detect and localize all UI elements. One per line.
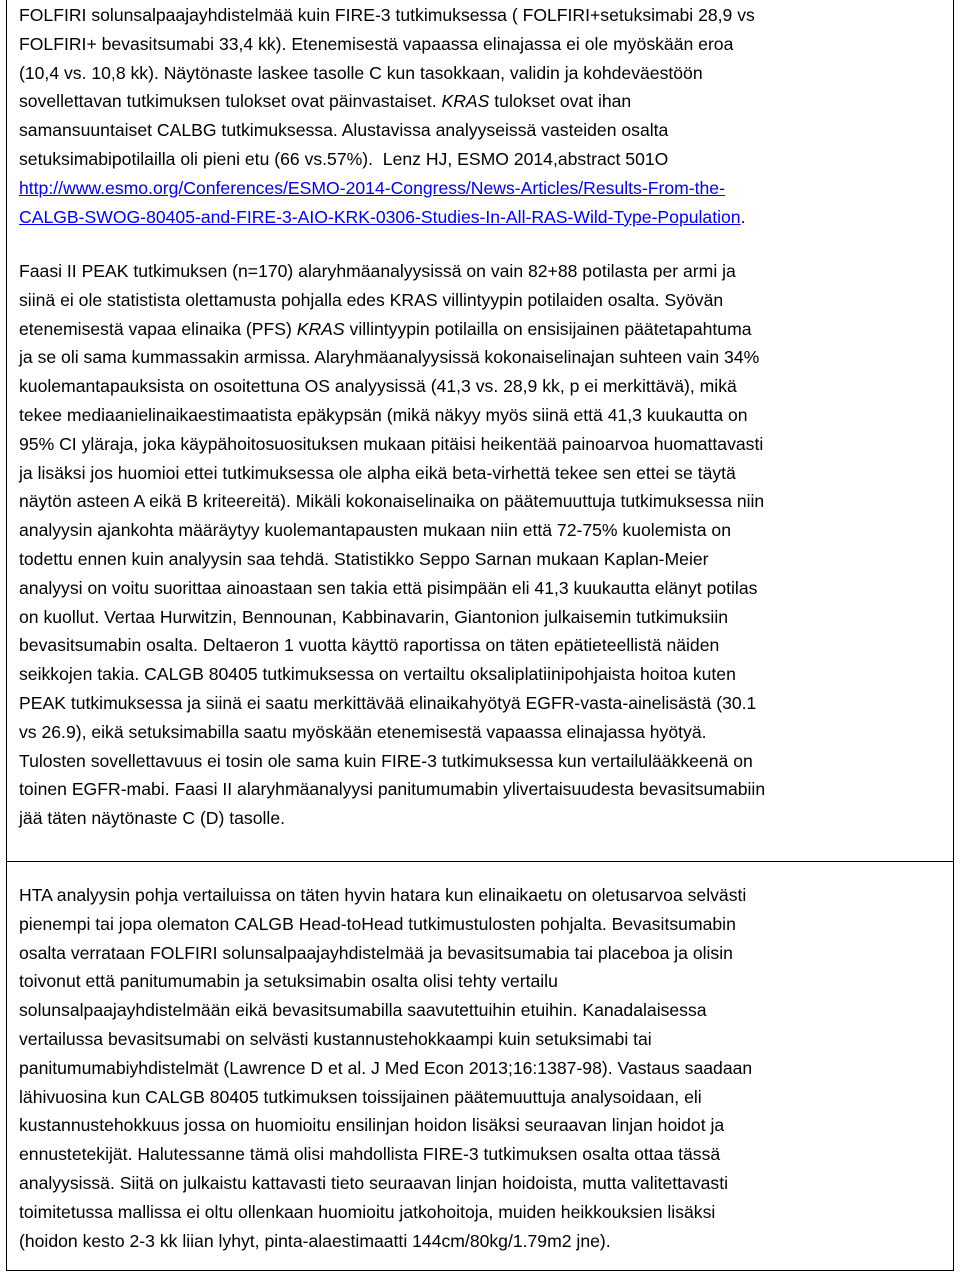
text-line: pienempi tai jopa olematon CALGB Head-toHead tutkimustulosten pohjalta. Bevasitsumabin [19,913,736,934]
text-line: vs 26.9), eikä setuksimabilla saatu myöskään etenemisestä vapaassa elinajassa hyötyä. [19,721,707,742]
paragraph-fire3-results [19,1,949,231]
text-line: toivonut että panitumumabin ja setuksimabin osalta olisi tehty vertailu [19,971,558,992]
text-line: setuksimabipotilailla oli pieni etu (66 vs.57%). Lenz HJ, ESMO 2014,abstract 501O [19,148,669,169]
text-line: on kuollut. Vertaa Hurwitzin, Bennounan, Kabbinavarin, Giantonion julkaisemin tutkimuksiin [19,606,729,627]
text-line: ennustetekijät. Halutessanne tämä olisi mahdollista FIRE-3 tutkimuksen osalta ottaa tässä [19,1144,721,1165]
text-line: 95% CI yläraja, joka käypähoitosuosituksen mukaan pitäisi heikentää painoarvoa huomattavasti [19,433,764,454]
text-line: tulokset ovat ihan [489,91,632,112]
text-line: . [740,206,746,227]
text-line: PEAK tutkimuksessa ja siinä ei saatu merkittävää elinaikahyötyä EGFR-vasta-ainelisästä (30.1 [19,692,757,713]
esmo-link-line-1[interactable]: http://www.esmo.org/Conferences/ESMO-2014-Congress/News-Articles/Results-From-the- [19,177,725,198]
text-line: FOLFIRI solunsalpaajayhdistelmää kuin FIRE-3 tutkimuksessa ( FOLFIRI+setuksimabi 28,9 vs [19,5,755,25]
text-line: HTA analyysin pohja vertailuissa on täten hyvin hatara kun elinaikaetu on oletusarvoa selvästi [19,885,747,905]
esmo-link-line-2[interactable]: CALGB-SWOG-80405-and-FIRE-3-AIO-KRK-0306-Studies-In-All-RAS-Wild-Type-Population [19,206,741,227]
text-line: kustannustehokkuus jossa on huomioitu ensilinjan hoidon lisäksi seuraavan linjan hoidot ja [19,1115,725,1136]
text-line: Tulosten sovellettavuus ei tosin ole sama kuin FIRE-3 tutkimuksessa kun vertailulääkkeenä on [19,750,753,771]
kras-italic: KRAS [441,91,490,112]
text-line: kuolemantapauksista on osoitettuna OS analyysissä (41,3 vs. 28,9 kk, p ei merkittävä), mikä [19,376,737,397]
text-line: osalta verrataan FOLFIRI solunsalpaajayhdistelmää ja bevasitsumabia tai placeboa ja olisin [19,942,733,963]
text-line: FOLFIRI+ bevasitsumabi 33,4 kk). Etenemisestä vapaassa elinajassa ei ole myöskään eroa [19,33,734,54]
text-line: lähivuosina kun CALGB 80405 tutkimuksen toissijainen päätemuuttuja analysoidaan, eli [19,1086,702,1107]
text-line: todettu ennen kuin analyysin saa tehdä. Statistikko Seppo Sarnan mukaan Kaplan-Meier [19,548,709,569]
text-line: näytön asteen A eikä B kriteereitä). Mikäli kokonaiselinaika on päätemuuttuja tutkimuksessa niin [19,491,765,512]
text-line: solunsalpaajayhdistelmään eikä bevasitsumabilla saavutettuihin etuihin. Kanadalaisessa [19,1000,707,1021]
table-cell-lower [6,862,954,1271]
text-line: jää täten näytönaste C (D) tasolle. [19,808,286,829]
text-line: panitumumabiyhdistelmät (Lawrence D et al. J Med Econ 2013;16:1387-98). Vastaus saadaan [19,1057,753,1078]
text-line: siinä ei ole statistista olettamusta pohjalla edes KRAS villintyypin potilaiden osalta. Syövän [19,289,724,310]
text-line: (hoidon kesto 2-3 kk liian lyhyt, pinta-alaestimaatti 144cm/80kg/1.79m2 jne). [19,1230,611,1251]
text-line: sovellettavan tutkimuksen tulokset ovat päinvastaiset. [19,91,442,112]
kras-italic: KRAS [296,318,345,339]
text-line: tekee mediaanielinaikaestimaatista epäkypsän (mikä näkyy myös siinä että 41,3 kuukautta on [19,404,748,425]
text-line: bevasitsumabin osalta. Deltaeron 1 vuotta käyttö raportissa on täten epätieteellistä näiden [19,635,720,656]
text-line: (10,4 vs. 10,8 kk). Näytönaste laskee tasolle C kun tasokkaan, validin ja kohdeväestöön [19,62,703,83]
text-line: analyysissä. Siitä on julkaistu kattavasti tieto seuraavan linjan hoidoista, mutta valitettavasti [19,1172,729,1193]
paragraph-peak-analysis [19,257,949,833]
paragraph-hta-analysis [19,881,949,1255]
text-line: toimitetussa mallissa ei oltu ollenkaan huomioitu jatkohoitoja, muiden heikkouksien lisäksi [19,1201,716,1222]
text-line: villintyypin potilailla on ensisijainen päätetapahtuma [344,318,752,339]
text-line: ja lisäksi jos huomioi ettei tutkimuksessa ole alpha eikä beta-virhettä tekee sen ettei se täytä [19,462,736,483]
text-line: Faasi II PEAK tutkimuksen (n=170) alaryhmäanalyysissä on vain 82+88 potilasta per armi ja [19,261,736,281]
text-line: etenemisestä vapaa elinaika (PFS) [19,318,297,339]
text-line: vertailussa bevasitsumabi on selvästi kustannustehokkaampi kuin setuksimabi tai [19,1028,652,1049]
text-line: analyysin ajankohta määräytyy kuolemantapausten mukaan niin että 72-75% kuolemista on [19,520,731,541]
table-cell-upper [6,0,954,862]
text-line: toinen EGFR-mabi. Faasi II alaryhmäanalyysi panitumumabin ylivertaisuudesta bevasitsumabiin [19,779,766,800]
text-line: samansuuntaiset CALBG tutkimuksessa. Alustavissa analyyseissä vasteiden osalta [19,120,669,141]
text-line: analyysi on voitu suorittaa ainoastaan sen takia että pisimpään eli 41,3 kuukautta elänyt potilas [19,577,758,598]
text-line: seikkojen takia. CALGB 80405 tutkimuksessa on vertailtu oksaliplatiinipohjaista hoitoa kuten [19,664,736,685]
text-line: ja se oli sama kummassakin armissa. Alaryhmäanalyysissä kokonaiselinajan suhteen vain 34% [19,347,760,368]
